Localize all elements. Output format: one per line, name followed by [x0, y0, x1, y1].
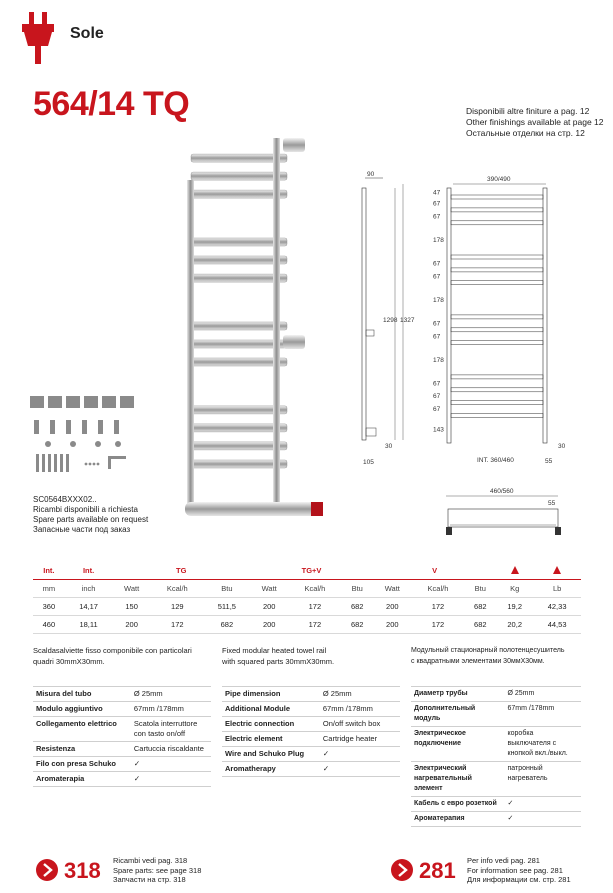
description-it-line: Scaldasalviette fisso componibile con particolari	[33, 646, 192, 655]
spec-unit-cell: Btu	[464, 580, 496, 598]
dim-width: 390/490	[487, 176, 511, 183]
towel-rail-bar	[191, 238, 287, 246]
dim-h2: 1327	[400, 317, 415, 324]
drawing-bar	[451, 208, 543, 212]
feature-value: Ø 25mm	[505, 687, 582, 702]
table-cell: 44,53	[533, 616, 581, 634]
feature-key: Electric connection	[222, 717, 320, 732]
drawing-bar	[451, 268, 543, 272]
spare-parts-en: Spare parts available on request	[33, 515, 149, 524]
table-cell: 14,17	[65, 598, 113, 616]
spec-unit-cell: Kcal/h	[288, 580, 341, 598]
feature-key: Pipe dimension	[222, 687, 320, 702]
spec-unit-cell: Kcal/h	[151, 580, 204, 598]
dim-height-label: 67	[433, 273, 441, 281]
spec-unit-cell: Kg	[496, 580, 533, 598]
dim-height-label: 67	[433, 200, 441, 208]
drawing-bar	[451, 255, 543, 259]
description-ru	[411, 645, 565, 667]
towel-rail-bar	[191, 274, 287, 282]
finishes-en: Other finishings available at page 12	[466, 117, 604, 127]
feature-row	[33, 742, 211, 757]
spec-unit-cell: mm	[33, 580, 65, 598]
feature-row	[411, 762, 581, 797]
towel-rail-bar	[191, 340, 287, 348]
table-cell: 200	[373, 598, 411, 616]
feature-key: Ароматерапия	[411, 812, 505, 827]
drawing-bar	[451, 315, 543, 319]
table-cell: 42,33	[533, 598, 581, 616]
spare-parts-page[interactable]: 318	[64, 858, 101, 883]
table-cell: 682	[341, 616, 373, 634]
table-cell: 682	[464, 598, 496, 616]
footer-left-text	[113, 856, 201, 885]
weight-lb-icon	[533, 562, 581, 580]
feature-row	[222, 717, 400, 732]
spec-unit-cell: Watt	[112, 580, 150, 598]
footer-right-line: Для информации см. стр. 281	[467, 875, 571, 884]
description-it	[33, 645, 192, 667]
towel-rail-bar	[191, 460, 287, 468]
spec-unit-cell: Kcal/h	[412, 580, 465, 598]
feature-row	[411, 702, 581, 727]
spec-header-int-inch: Int.	[65, 562, 113, 580]
feature-value: Cartuccia riscaldante	[131, 742, 211, 757]
feature-row	[33, 757, 211, 772]
towel-rail-bar	[191, 190, 287, 198]
side-drawing	[355, 170, 430, 470]
table-cell: 200	[112, 616, 150, 634]
feature-key: Misura del tubo	[33, 687, 131, 702]
dim-height-label: 67	[433, 380, 441, 388]
feature-value: ✓	[131, 772, 211, 787]
dim-h1: 1298	[383, 317, 398, 324]
drawing-bar	[451, 401, 543, 405]
feature-value: патронный нагреватель	[505, 762, 582, 797]
towel-rail-bar	[191, 442, 287, 450]
table-cell: 172	[288, 616, 341, 634]
feature-value: Ø 25mm	[131, 687, 211, 702]
feature-row	[222, 762, 400, 777]
table-cell: 19,2	[496, 598, 533, 616]
feature-row	[222, 747, 400, 762]
feature-row	[33, 702, 211, 717]
footer-left-line: Ricambi vedi pag. 318	[113, 856, 188, 865]
feature-value: 67mm /178mm	[131, 702, 211, 717]
drawing-bar	[451, 375, 543, 379]
towel-rail-bar	[191, 322, 287, 330]
table-cell: 360	[33, 598, 65, 616]
feature-row	[411, 797, 581, 812]
dim-depth-right: 55	[548, 500, 556, 507]
table-cell: 20,2	[496, 616, 533, 634]
features-en-table	[222, 686, 400, 777]
dim-height-label: 178	[433, 236, 444, 244]
table-cell: 460	[33, 616, 65, 634]
dim-bottom-right: 55	[545, 458, 553, 465]
front-drawing	[425, 170, 575, 470]
feature-row	[222, 687, 400, 702]
description-en-line: with squared parts 30mmX30mm.	[222, 657, 335, 666]
table-row	[33, 616, 581, 634]
feature-value: ✓	[320, 747, 400, 762]
dim-height-label: 47	[433, 189, 441, 197]
table-cell: 682	[341, 598, 373, 616]
table-cell: 200	[250, 598, 288, 616]
table-cell: 129	[151, 598, 204, 616]
feature-key: Электрическое подключение	[411, 727, 505, 762]
footer-right-text	[467, 856, 571, 885]
feature-key: Electric element	[222, 732, 320, 747]
feature-row	[33, 717, 211, 742]
feature-key: Дополнительный модуль	[411, 702, 505, 727]
towel-rail-bar	[191, 256, 287, 264]
table-cell: 18,11	[65, 616, 113, 634]
dim-height-label: 178	[433, 356, 444, 364]
spec-header-tgv: TG+V	[250, 562, 373, 580]
table-cell: 200	[250, 616, 288, 634]
towel-rail-bar	[191, 172, 287, 180]
dim-height-label: 67	[433, 393, 441, 401]
feature-row	[411, 727, 581, 762]
spare-parts-text	[33, 495, 148, 535]
footer-left-line: Spare parts: see page 318	[113, 865, 202, 875]
footer-right-line: Per info vedi pag. 281	[467, 856, 540, 865]
spec-unit-cell: Lb	[533, 580, 581, 598]
feature-value: 67mm /178mm	[320, 702, 400, 717]
dim-height-label: 67	[433, 320, 441, 328]
model-title: 564/14 TQ	[33, 85, 190, 123]
drawing-bar	[451, 221, 543, 225]
dim-depth: 460/560	[490, 488, 514, 495]
feature-value: Ø 25mm	[320, 687, 400, 702]
table-cell: 172	[412, 616, 465, 634]
drawing-bar	[451, 195, 543, 199]
dim-height-label: 178	[433, 296, 444, 304]
dim-interaxis: INT. 360/460	[477, 457, 514, 464]
dim-height-label: 143	[433, 426, 444, 434]
description-it-line: quadri 30mmX30mm.	[33, 657, 105, 666]
spec-header-int-mm: Int.	[33, 562, 65, 580]
feature-key: Wire and Schuko Plug	[222, 747, 320, 762]
footer-right-line: For information see pag. 281	[467, 865, 563, 875]
feature-key: Диаметр трубы	[411, 687, 505, 702]
feature-value: Scatola interruttore con tasto on/off	[131, 717, 211, 742]
spec-unit-cell: inch	[65, 580, 113, 598]
spec-header-row	[33, 562, 581, 580]
top-drawing	[438, 483, 573, 543]
table-cell: 172	[412, 598, 465, 616]
drawing-bar	[451, 341, 543, 345]
product-photo	[175, 130, 335, 530]
footer-left-line: Запчасти на стр. 318	[113, 875, 186, 884]
feature-row	[33, 772, 211, 787]
feature-key: Filo con presa Schuko	[33, 757, 131, 772]
spec-unit-cell: Btu	[341, 580, 373, 598]
towel-rail-bar	[191, 358, 287, 366]
dim-bottom-right-2: 30	[558, 443, 566, 450]
drawing-bar	[451, 281, 543, 285]
feature-key: Modulo aggiuntivo	[33, 702, 131, 717]
arrow-right-icon	[391, 859, 413, 881]
spec-unit-row	[33, 580, 581, 598]
towel-rail-bar	[191, 406, 287, 414]
feature-key: Additional Module	[222, 702, 320, 717]
finishes-note	[466, 106, 604, 139]
spare-parts-ru: Запасные части под заказ	[33, 525, 131, 534]
description-en-line: Fixed modular heated towel rail	[222, 646, 327, 655]
table-cell: 682	[464, 616, 496, 634]
spare-parts-image	[28, 390, 138, 485]
dim-bottom-side-left: 105	[363, 459, 374, 466]
spec-unit-cell: Watt	[373, 580, 411, 598]
table-cell: 150	[112, 598, 150, 616]
table-cell: 200	[373, 616, 411, 634]
plug-icon	[18, 12, 58, 64]
table-cell: 172	[151, 616, 204, 634]
arrow-right-icon	[36, 859, 58, 881]
description-ru-line: Модульный стационарный полотенцесушитель	[411, 647, 565, 654]
feature-row	[222, 702, 400, 717]
description-ru-line: с квадратными элементами 30ммX30мм.	[411, 658, 545, 665]
features-it-table	[33, 686, 211, 787]
feature-key: Aromaterapia	[33, 772, 131, 787]
table-cell: 511,5	[204, 598, 250, 616]
dim-height-label: 67	[433, 213, 441, 221]
drawing-bar	[451, 414, 543, 418]
dim-height-label: 67	[433, 406, 441, 414]
feature-row	[411, 687, 581, 702]
features-ru-table	[411, 686, 581, 827]
dim-top-offset: 90	[367, 171, 375, 178]
feature-value: ✓	[505, 797, 582, 812]
finishes-ru: Остальные отделки на стр. 12	[466, 128, 585, 138]
feature-key: Кабель с евро розеткой	[411, 797, 505, 812]
feature-row	[222, 732, 400, 747]
dim-height-label: 67	[433, 333, 441, 341]
finishes-it: Disponibili altre finiture a pag. 12	[466, 106, 590, 116]
feature-key: Collegamento elettrico	[33, 717, 131, 742]
spec-header-tg: TG	[112, 562, 250, 580]
drawing-bar	[451, 328, 543, 332]
feature-value: коробка выключателя с кнопкой вкл./выкл.	[505, 727, 582, 762]
table-cell: 682	[204, 616, 250, 634]
spec-unit-cell: Watt	[250, 580, 288, 598]
drawing-bar	[451, 388, 543, 392]
feature-value: Cartridge heater	[320, 732, 400, 747]
table-row	[33, 598, 581, 616]
feature-value: ✓	[131, 757, 211, 772]
spec-table	[33, 562, 581, 634]
brand-name: Sole	[70, 25, 104, 42]
feature-key: Aromatherapy	[222, 762, 320, 777]
spare-parts-code: SC0564BXXX02..	[33, 495, 97, 504]
feature-key: Resistenza	[33, 742, 131, 757]
feature-key: Электрический нагревательный элемент	[411, 762, 505, 797]
info-page[interactable]: 281	[419, 858, 456, 883]
spec-header-v: V	[373, 562, 496, 580]
feature-value: ✓	[320, 762, 400, 777]
spare-parts-it: Ricambi disponibili a richiesta	[33, 505, 138, 514]
spec-unit-cell: Btu	[204, 580, 250, 598]
dim-bottom-side: 30	[385, 443, 393, 450]
description-en	[222, 645, 334, 667]
feature-value: 67mm /178mm	[505, 702, 582, 727]
table-cell: 172	[288, 598, 341, 616]
towel-rail-bar	[191, 154, 287, 162]
feature-value: On/off switch box	[320, 717, 400, 732]
feature-value: ✓	[505, 812, 582, 827]
towel-rail-bar	[191, 424, 287, 432]
weight-kg-icon	[496, 562, 533, 580]
feature-row	[33, 687, 211, 702]
feature-row	[411, 812, 581, 827]
header-bar	[0, 0, 613, 70]
dim-height-label: 67	[433, 260, 441, 268]
